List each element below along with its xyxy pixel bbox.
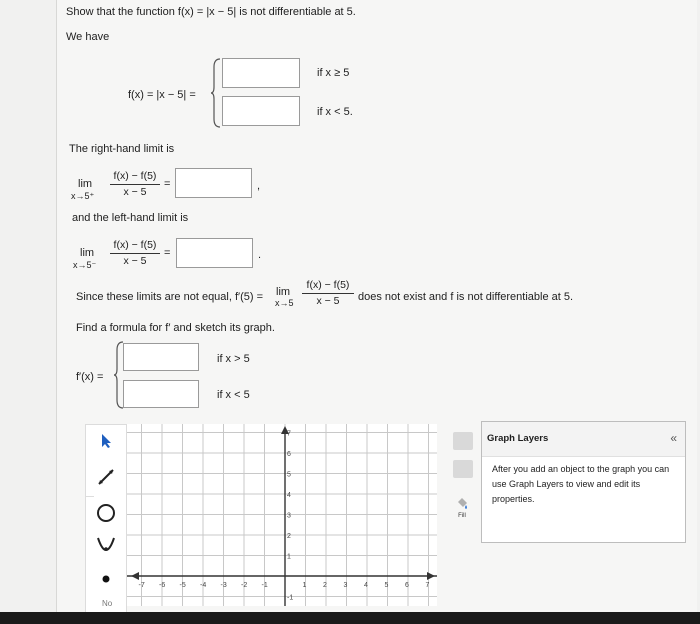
x-tick-label: 6 [405, 582, 409, 589]
case-2-label: if x < 5. [317, 106, 353, 118]
fraction-right [110, 170, 160, 199]
equals-sign: = [164, 178, 171, 190]
y-tick-label: 7 [287, 430, 291, 438]
graph-layers-panel [481, 421, 686, 543]
parabola-icon [95, 534, 117, 556]
line-segment-icon [95, 466, 117, 488]
piecewise-answer-1[interactable] [222, 58, 300, 88]
problem-statement: Show that the function f(x) = |x − 5| is not differentiable at 5. [66, 6, 356, 18]
toolbar-divider [86, 496, 94, 497]
period: . [258, 249, 262, 261]
fraction-numerator: f(x) − f(5) [306, 279, 350, 291]
left-limit-answer[interactable] [176, 238, 253, 268]
left-hand-text: and the left-hand limit is [72, 212, 189, 224]
parabola-tool[interactable] [94, 533, 118, 557]
x-tick-label: 2 [323, 582, 327, 589]
y-tick-label: -1 [287, 594, 294, 602]
pointer-tool[interactable] [94, 429, 118, 453]
no-solution-label[interactable]: No [102, 599, 113, 608]
line-tool[interactable] [94, 465, 118, 489]
y-tick-label: 1 [287, 553, 291, 561]
lim-since-sub: x→5 [275, 298, 294, 308]
x-axis-arrow [427, 572, 435, 580]
derivative-answer-1[interactable] [123, 343, 199, 371]
fraction-numerator: f(x) − f(5) [113, 170, 157, 182]
equals-sign: = [164, 247, 171, 259]
cursor-icon [99, 433, 113, 449]
since-text: Since these limits are not equal, f′(5) = [76, 291, 264, 303]
coordinate-grid[interactable] [127, 424, 437, 606]
y-tick-label: 3 [287, 512, 291, 520]
fraction-left [110, 239, 160, 268]
derivative-answer-2[interactable] [123, 380, 199, 408]
point-tool[interactable] [94, 567, 118, 591]
x-tick-label: 3 [343, 582, 348, 589]
x-tick-label: 7 [425, 582, 430, 589]
x-tick-label: 4 [364, 582, 368, 589]
find-text: Find a formula for f′ and sketch its graph. [76, 322, 275, 334]
circle-tool[interactable] [94, 501, 118, 525]
bottom-bar [0, 612, 700, 624]
graph-layers-header [482, 422, 685, 457]
paint-bucket-icon [455, 496, 469, 510]
x-tick-label: -7 [138, 582, 145, 589]
fraction-numerator: f(x) − f(5) [113, 239, 157, 251]
x-tick-label: -2 [241, 582, 248, 589]
left-brace-icon [210, 57, 222, 129]
dcase-1-label: if x > 5 [217, 353, 250, 365]
circle-icon [96, 503, 116, 523]
point-icon [101, 574, 111, 584]
x-tick-label: -3 [220, 582, 227, 589]
y-tick-label: 5 [287, 471, 291, 479]
lim-since: lim [276, 286, 291, 298]
graph-layers-body: After you add an object to the graph you can use Graph Layers to view and edit its properties. [492, 464, 670, 504]
x-tick-label: -5 [179, 582, 186, 589]
case-1-label: if x ≥ 5 [317, 67, 350, 79]
x-axis-arrow [131, 572, 139, 580]
we-have-text: We have [66, 31, 110, 43]
fill-column [445, 424, 479, 544]
graph-toolbar [85, 424, 127, 614]
fill-tool[interactable] [451, 496, 473, 526]
lim-left-sub: x→5⁻ [73, 260, 97, 270]
graph-layers-title: Graph Layers [487, 433, 549, 444]
x-tick-label: -4 [200, 582, 207, 589]
undo-icon[interactable] [453, 460, 473, 478]
fraction-denominator: x − 5 [123, 255, 147, 267]
right-hand-text: The right-hand limit is [69, 143, 175, 155]
x-tick-label: -6 [159, 582, 166, 589]
right-limit-answer[interactable] [175, 168, 252, 198]
y-tick-label: 2 [287, 533, 291, 540]
fill-label: Fill [458, 513, 466, 519]
since-end-text: does not exist and f is not differentiable at 5. [358, 291, 574, 303]
fraction-denominator: x − 5 [123, 186, 147, 198]
fraction-since [302, 279, 354, 308]
fx-definition: f(x) = |x − 5| = [128, 89, 196, 101]
y-tick-label: 4 [287, 492, 291, 499]
piecewise-answer-2[interactable] [222, 96, 300, 126]
x-tick-label: -1 [261, 582, 268, 589]
collapse-icon[interactable]: « [670, 431, 677, 445]
lim-right-sub: x→5⁺ [71, 191, 95, 201]
x-tick-label: 5 [384, 582, 389, 589]
lim-right: lim [78, 178, 93, 190]
dcase-2-label: if x < 5 [217, 389, 250, 401]
fprime-definition: f′(x) = [76, 371, 104, 383]
delete-icon[interactable] [453, 432, 473, 450]
x-tick-label: 1 [302, 582, 307, 589]
lim-left: lim [80, 247, 95, 259]
y-tick-label: 6 [287, 451, 291, 458]
fraction-denominator: x − 5 [316, 295, 340, 307]
comma: , [257, 180, 261, 192]
